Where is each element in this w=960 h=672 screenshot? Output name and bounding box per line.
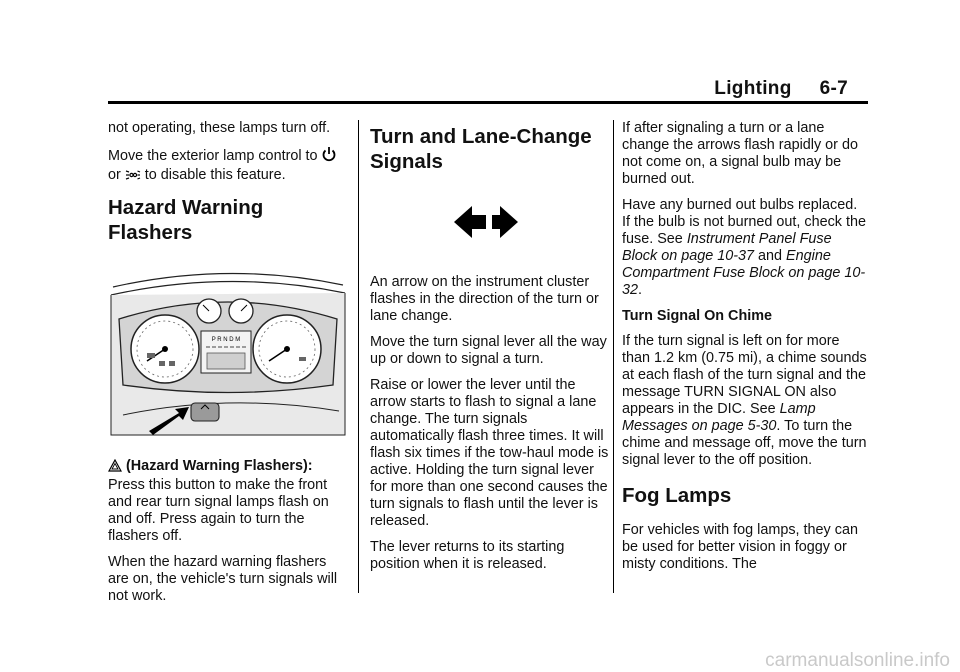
disable-feature-text: to disable this feature.: [144, 167, 286, 183]
paragraph-hazard-button: [108, 458, 348, 545]
column-divider-2: [613, 120, 614, 593]
column-2: [370, 120, 610, 582]
heading-fog-lamps: Fog Lamps: [622, 484, 732, 507]
column-divider-1: [358, 120, 359, 593]
period-text: .: [638, 282, 643, 298]
paragraph-move-lever: Move the turn signal lever all the way up or down to signal a turn.: [370, 334, 607, 367]
paragraph-hazard-warning: When the hazard warning flashers are on, the vehicle's turn signals will not work.: [108, 554, 338, 604]
gear-indicator-label: P R N D M: [211, 337, 241, 343]
header-text: [714, 80, 848, 97]
and-text: and: [758, 248, 783, 264]
hazard-text: Press this button to make the front and rear turn signal lamps flash on and off. Press again to turn the flashers off.: [108, 477, 329, 544]
paragraph-lamp-control: [108, 146, 348, 186]
subheading-turn-signal-chime: Turn Signal On Chime: [622, 308, 773, 324]
watermark: carmanualsonline.info: [765, 650, 950, 671]
link-engine-compartment-fuse-block[interactable]: Engine Compartment Fuse Block on page 10-32: [622, 248, 866, 298]
lamp-control-text: Move the exterior lamp control to: [108, 148, 318, 164]
paragraph-lever-returns: The lever returns to its starting position when it is released.: [370, 539, 565, 572]
left-turn-arrow-icon: [454, 206, 486, 238]
header-rule: [108, 101, 868, 104]
check-fuse-text: Have any burned out bulbs replaced. If the bulb is not burned out, check the fuse. See: [622, 197, 867, 247]
chime-text: If the turn signal is left on for more than 1.2 km (0.75 mi), a chime sounds at each flash of the turn signal and the message TURN SIGNAL ON also appears in the DIC. See: [622, 333, 867, 417]
page-header: [0, 80, 960, 110]
paragraph-check-fuse: [622, 197, 868, 299]
column-3: [622, 120, 868, 582]
hazard-triangle-icon: [108, 459, 122, 477]
turn-signal-arrows-illustration: [370, 188, 610, 254]
power-off-icon: [322, 146, 336, 167]
link-instrument-panel-fuse-block[interactable]: Instrument Panel Fuse Block on page 10-37: [622, 231, 832, 264]
right-turn-arrow-icon: [492, 206, 518, 238]
paragraph-lamps-off: not operating, these lamps turn off.: [108, 120, 331, 136]
hazard-label: (Hazard Warning Flashers):: [126, 458, 313, 474]
or-text: or: [108, 167, 121, 183]
heading-turn-signals: Turn and Lane-Change Signals: [370, 125, 592, 173]
link-lamp-messages[interactable]: Lamp Messages on page 5-30: [622, 401, 816, 434]
chime-text-end: . To turn the chime and message off, move the turn signal lever to the off position.: [622, 418, 867, 468]
paragraph-lane-change: Raise or lower the lever until the arrow starts to flash to signal a lane change. The turn signals automatically flash three times. It will flash six times if the tow-haul mode is active. Holding the turn signal lever for more than one second causes the turn signals to flash until the lever is released.: [370, 377, 609, 529]
paragraph-chime: [622, 333, 868, 469]
paragraph-bulb-burned-out: If after signaling a turn or a lane change the arrows flash rapidly or do not come on, a signal bulb may be burned out.: [622, 120, 858, 187]
paragraph-fog-lamps: For vehicles with fog lamps, they can be used for better vision in foggy or misty conditions. The: [622, 522, 858, 572]
parking-lamp-icon: [125, 169, 141, 186]
paragraph-arrow-flashes: An arrow on the instrument cluster flashes in the direction of the turn or lane change.: [370, 274, 599, 324]
section-title: Lighting: [714, 78, 792, 99]
heading-hazard-warning-flashers: Hazard Warning Flashers: [108, 196, 264, 244]
instrument-cluster-illustration: [109, 265, 347, 440]
column-1: [108, 120, 348, 614]
page-number: 6-7: [819, 78, 848, 99]
